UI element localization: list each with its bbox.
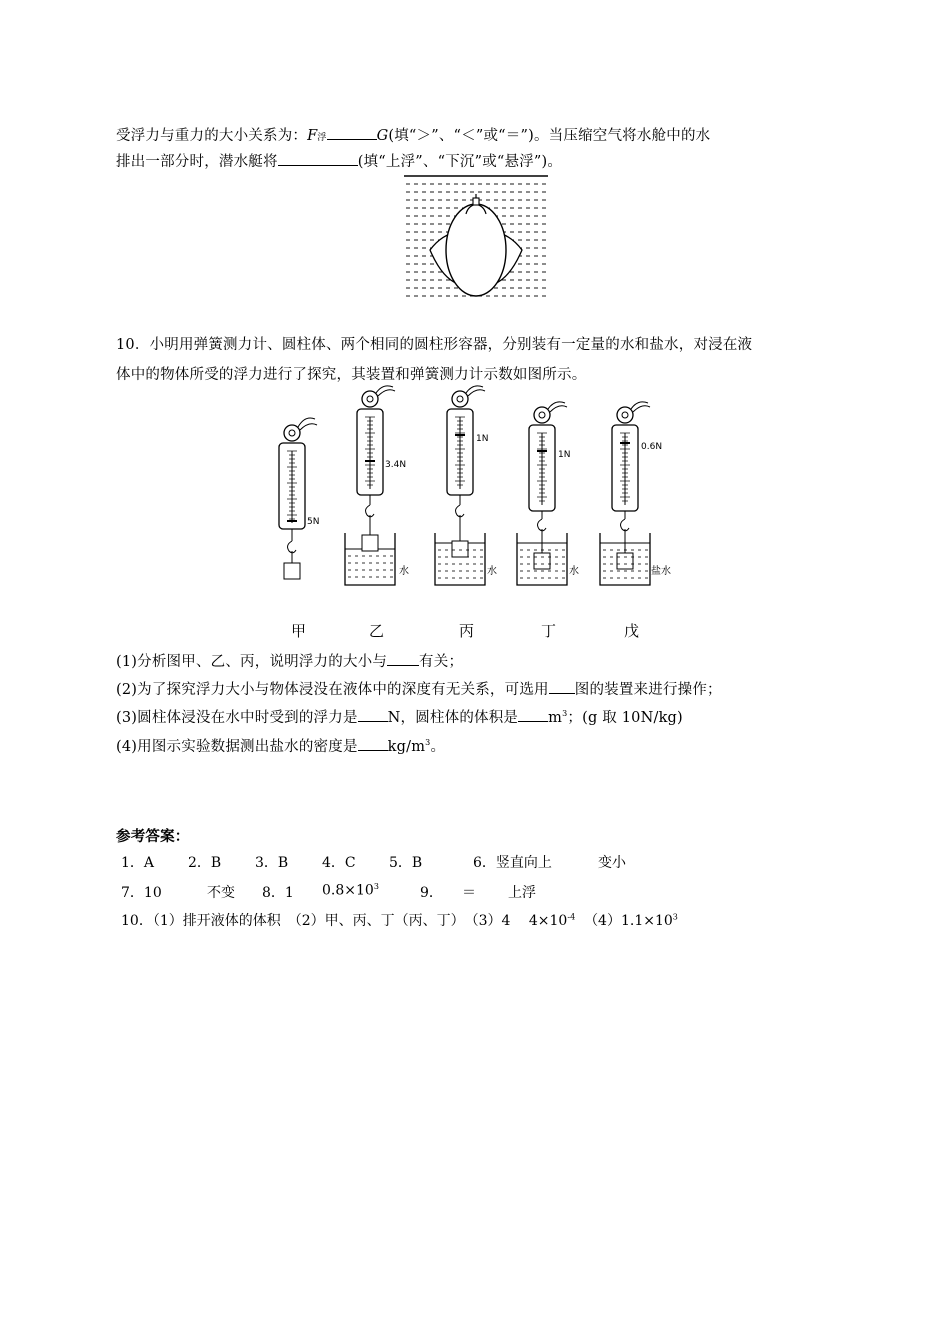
answer-8b (322, 882, 379, 899)
answer-text: 10．（1）排开液体的体积 （2）甲、丙、丁（丙、丁） （3）4 4×10 (121, 913, 568, 929)
q9-text: 排出一部分时，潜水艇将 (116, 154, 278, 170)
spring-balance-figure (265, 385, 695, 595)
q10-stem-1: 10．小明用弹簧测力计、圆柱体、两个相同的圆柱形容器，分别装有一定量的水和盐水，对浸在液 (116, 337, 753, 353)
liquid-label: 盐水 (651, 566, 671, 577)
reading-label: 0.6N (641, 442, 663, 452)
reading-label: 1N (476, 434, 489, 444)
answer-9c: 上浮 (508, 885, 536, 901)
answer-9b: ＝ (462, 885, 476, 901)
q10-sub-text: N，圆柱体的体积是 (387, 710, 519, 726)
answer-6b: 变小 (598, 855, 626, 871)
q10-sub-2 (116, 678, 722, 699)
answer-blank[interactable] (387, 653, 419, 666)
answer-superscript: 3 (672, 912, 678, 922)
balance-yi (345, 386, 409, 585)
balance-bing (435, 386, 497, 585)
reading-label: 5N (307, 517, 320, 527)
q10-stem-2: 体中的物体所受的浮力进行了探究，其装置和弹簧测力计示数如图所示。 (116, 367, 587, 383)
answer-superscript: 3 (373, 882, 379, 891)
answer-blank[interactable] (358, 709, 388, 722)
q9-text: (填“＞”、“＜”或“＝”)。当压缩空气将水舱中的水 (388, 128, 711, 144)
figure-label-ding: 丁 (541, 622, 557, 640)
q10-sub-1 (116, 650, 463, 671)
balance-jia (279, 418, 319, 579)
q10-sub-text: 有关； (419, 654, 464, 670)
answer-9: 9． (420, 885, 443, 901)
answer-superscript: -4 (567, 912, 576, 922)
answer-text: （4）1.1×10 (584, 913, 673, 929)
reading-label: 1N (558, 450, 571, 460)
reading-label: 3.4N (385, 460, 407, 470)
q10-sub-text: 图的装置来进行操作； (574, 682, 722, 698)
q10-sub-text: (4)用图示实验数据测出盐水的密度是 (116, 739, 358, 755)
unit-text: m (548, 710, 563, 726)
q10-sub-text: ；(g 取 10N/kg) (567, 710, 683, 726)
liquid-label: 水 (487, 566, 497, 577)
q10-sub-4 (116, 735, 445, 756)
liquid-label: 水 (399, 566, 409, 577)
figure-label-yi: 乙 (369, 622, 385, 640)
q9-text: 受浮力与重力的大小关系为： (116, 128, 308, 144)
unit-superscript: 3 (562, 709, 568, 719)
q9-line-2 (116, 150, 562, 171)
figure-label-jia: 甲 (291, 622, 307, 640)
q10-sub-text: (3)圆柱体浸没在水中时受到的浮力是 (116, 710, 358, 726)
q10-sub-text: 。 (430, 739, 446, 755)
answer-7: 7．10 (121, 885, 162, 901)
force-symbol: F (307, 128, 318, 144)
answer-4: 4．C (322, 855, 356, 871)
answer-6: 6．竖直向上 (473, 855, 552, 871)
balance-ding (517, 402, 579, 585)
submarine-figure (402, 172, 550, 302)
answer-blank[interactable] (327, 127, 377, 140)
figure-label-wu: 戊 (624, 622, 640, 640)
answer-8: 8．1 (262, 885, 294, 901)
answer-1: 1．A (121, 855, 155, 871)
answer-10 (121, 910, 678, 930)
gravity-symbol: G (376, 128, 389, 144)
answer-text: 0.8×10 (322, 882, 374, 899)
unit-superscript: 3 (425, 738, 431, 748)
answer-7b: 不变 (207, 885, 235, 901)
q9-text: (填“上浮”、“下沉”或“悬浮”)。 (357, 154, 563, 170)
answer-5: 5．B (389, 855, 423, 871)
answer-blank[interactable] (358, 738, 388, 751)
figure-label-bing: 丙 (459, 622, 475, 640)
answer-3: 3．B (255, 855, 289, 871)
answer-2: 2．B (188, 855, 222, 871)
answer-blank[interactable] (278, 153, 358, 166)
answer-blank[interactable] (518, 709, 548, 722)
unit-text: kg/m (387, 739, 426, 755)
answer-blank[interactable] (549, 681, 575, 694)
q9-line-1 (116, 124, 710, 145)
q10-sub-text: (2)为了探究浮力大小与物体浸没在液体中的深度有无关系，可选用 (116, 682, 549, 698)
q10-sub-text: (1)分析图甲、乙、丙，说明浮力的大小与 (116, 654, 388, 670)
balance-wu (600, 402, 671, 585)
q10-sub-3 (116, 706, 683, 727)
answers-title: 参考答案： (116, 829, 190, 845)
liquid-label: 水 (569, 566, 579, 577)
force-subscript: 浮 (317, 133, 327, 143)
